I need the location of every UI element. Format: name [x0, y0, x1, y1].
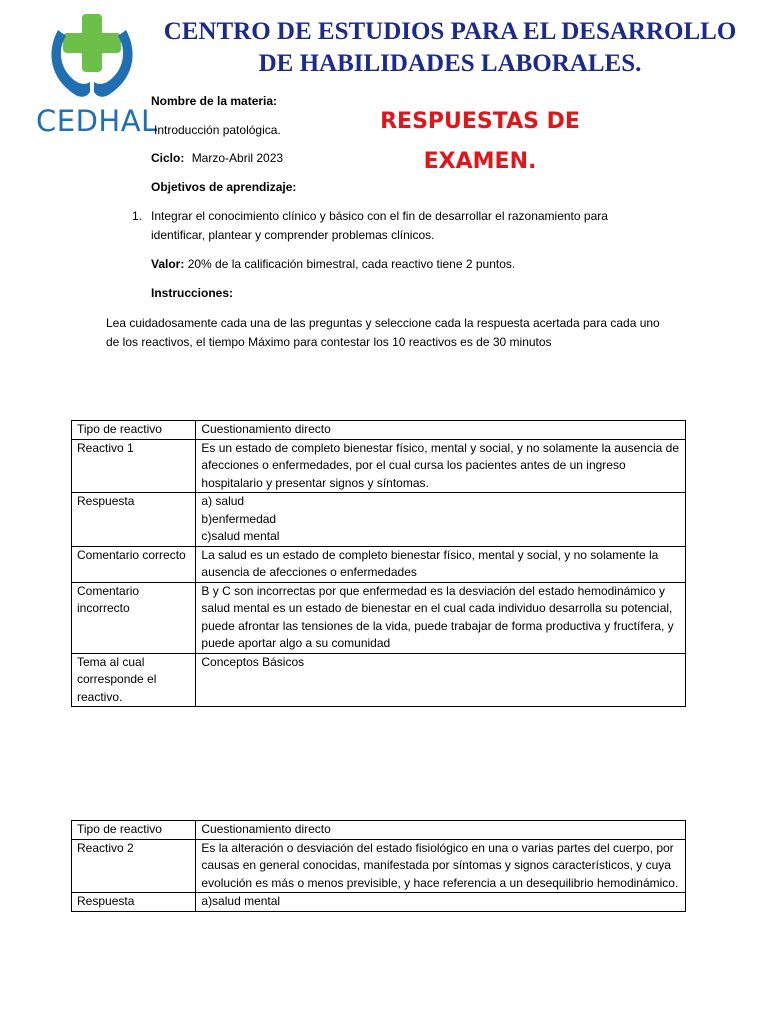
subject-label: Nombre de la materia: [151, 94, 278, 108]
table-row [72, 653, 686, 707]
topic-label: Tema al cual corresponde el reactivo. [72, 653, 196, 707]
answer-option-a: a)salud mental [196, 893, 686, 912]
instructions-label: Instrucciones: [151, 286, 234, 300]
answer-option-a: a) salud [201, 494, 245, 508]
table-row [72, 421, 686, 440]
table-row [72, 493, 686, 547]
answer-label: Respuesta [72, 893, 196, 912]
item-label: Reactivo 2 [72, 839, 196, 893]
answer-option-b: b)enfermedad [201, 511, 277, 526]
objective-text: Integrar el conocimiento clínico y básico con el fin de desarrollar el razonamiento para identificar, plantear y comprender problemas clínicos. [151, 209, 608, 242]
hands-cross-icon [44, 12, 139, 102]
incorrect-comment-label: Comentario incorrecto [72, 582, 196, 653]
table-row [72, 439, 686, 493]
type-value: Cuestionamiento directo [196, 821, 686, 840]
correct-comment-value: La salud es un estado de completo bienestar físico, mental y social, y no solamente la ausencia de afecciones o enfermedades [196, 546, 686, 582]
answers-line-2: EXAMEN. [423, 149, 537, 174]
topic-value: Conceptos Básicos [196, 653, 686, 707]
value-line [151, 255, 515, 274]
answer-option-c: c)salud mental [201, 529, 280, 543]
value-label: Valor: [151, 257, 185, 271]
item-value: Es la alteración o desviación del estado fisiológico en una o varias partes del cuerpo, por causas en general conocidas, manifestada por síntomas y signos característicos, y cuya evolución es más o menos previsible, y hace referencia a un desequilibrio hemodinámico. [196, 839, 686, 893]
table-row [72, 839, 686, 893]
item-label: Reactivo 1 [72, 439, 196, 493]
answer-label: Respuesta [72, 493, 196, 547]
cedhal-logo [36, 12, 158, 138]
answer-options [196, 493, 686, 547]
table-row [72, 821, 686, 840]
title-line-1: CENTRO DE ESTUDIOS PARA EL DESARROLLO [163, 18, 737, 45]
subject-value: Introducción patológica. [154, 123, 281, 137]
table-row [72, 582, 686, 653]
type-label: Tipo de reactivo [72, 821, 196, 840]
institution-title [150, 16, 750, 80]
table-row [72, 546, 686, 582]
logo-text: CEDHAL [36, 104, 158, 138]
question-table-1 [71, 420, 686, 707]
objective-number: 1. [132, 209, 143, 223]
title-line-2: DE HABILIDADES LABORALES. [258, 50, 642, 77]
correct-comment-label: Comentario correcto [72, 546, 196, 582]
answers-line-1: RESPUESTAS DE [380, 109, 580, 134]
instructions-text: Lea cuidadosamente cada una de las preguntas y seleccione cada la respuesta acertada para cada uno de los reactivos, el tiempo Máximo para contestar los 10 reactivos es de 30 minutos [106, 316, 660, 349]
objectives-label: Objetivos de aprendizaje: [151, 180, 297, 194]
value-text: 20% de la calificación bimestral, cada reactivo tiene 2 puntos. [187, 257, 516, 271]
answers-heading [370, 102, 590, 182]
item-value: Es un estado de completo bienestar físico, mental y social, y no solamente la ausencia de afecciones o enfermedades, por el cual cursa los pacientes antes de un ingreso hospitalario y presentar signos y síntomas. [196, 439, 686, 493]
table-row [72, 893, 686, 912]
cycle-line [151, 149, 283, 168]
cycle-value: Marzo-Abril 2023 [191, 151, 284, 165]
cycle-label: Ciclo: [151, 151, 185, 165]
type-label: Tipo de reactivo [72, 421, 196, 440]
question-table-2 [71, 820, 686, 912]
type-value: Cuestionamiento directo [196, 421, 686, 440]
incorrect-comment-value: B y C son incorrectas por que enfermedad es la desviación del estado hemodinámico y salud mental es un estado de bienestar en el cual cada individuo desarrolla su potencial, puede afrontar las tensiones de la vida, puede trabajar de forma productiva y fructífera, y puede aportar algo a su comunidad [196, 582, 686, 653]
